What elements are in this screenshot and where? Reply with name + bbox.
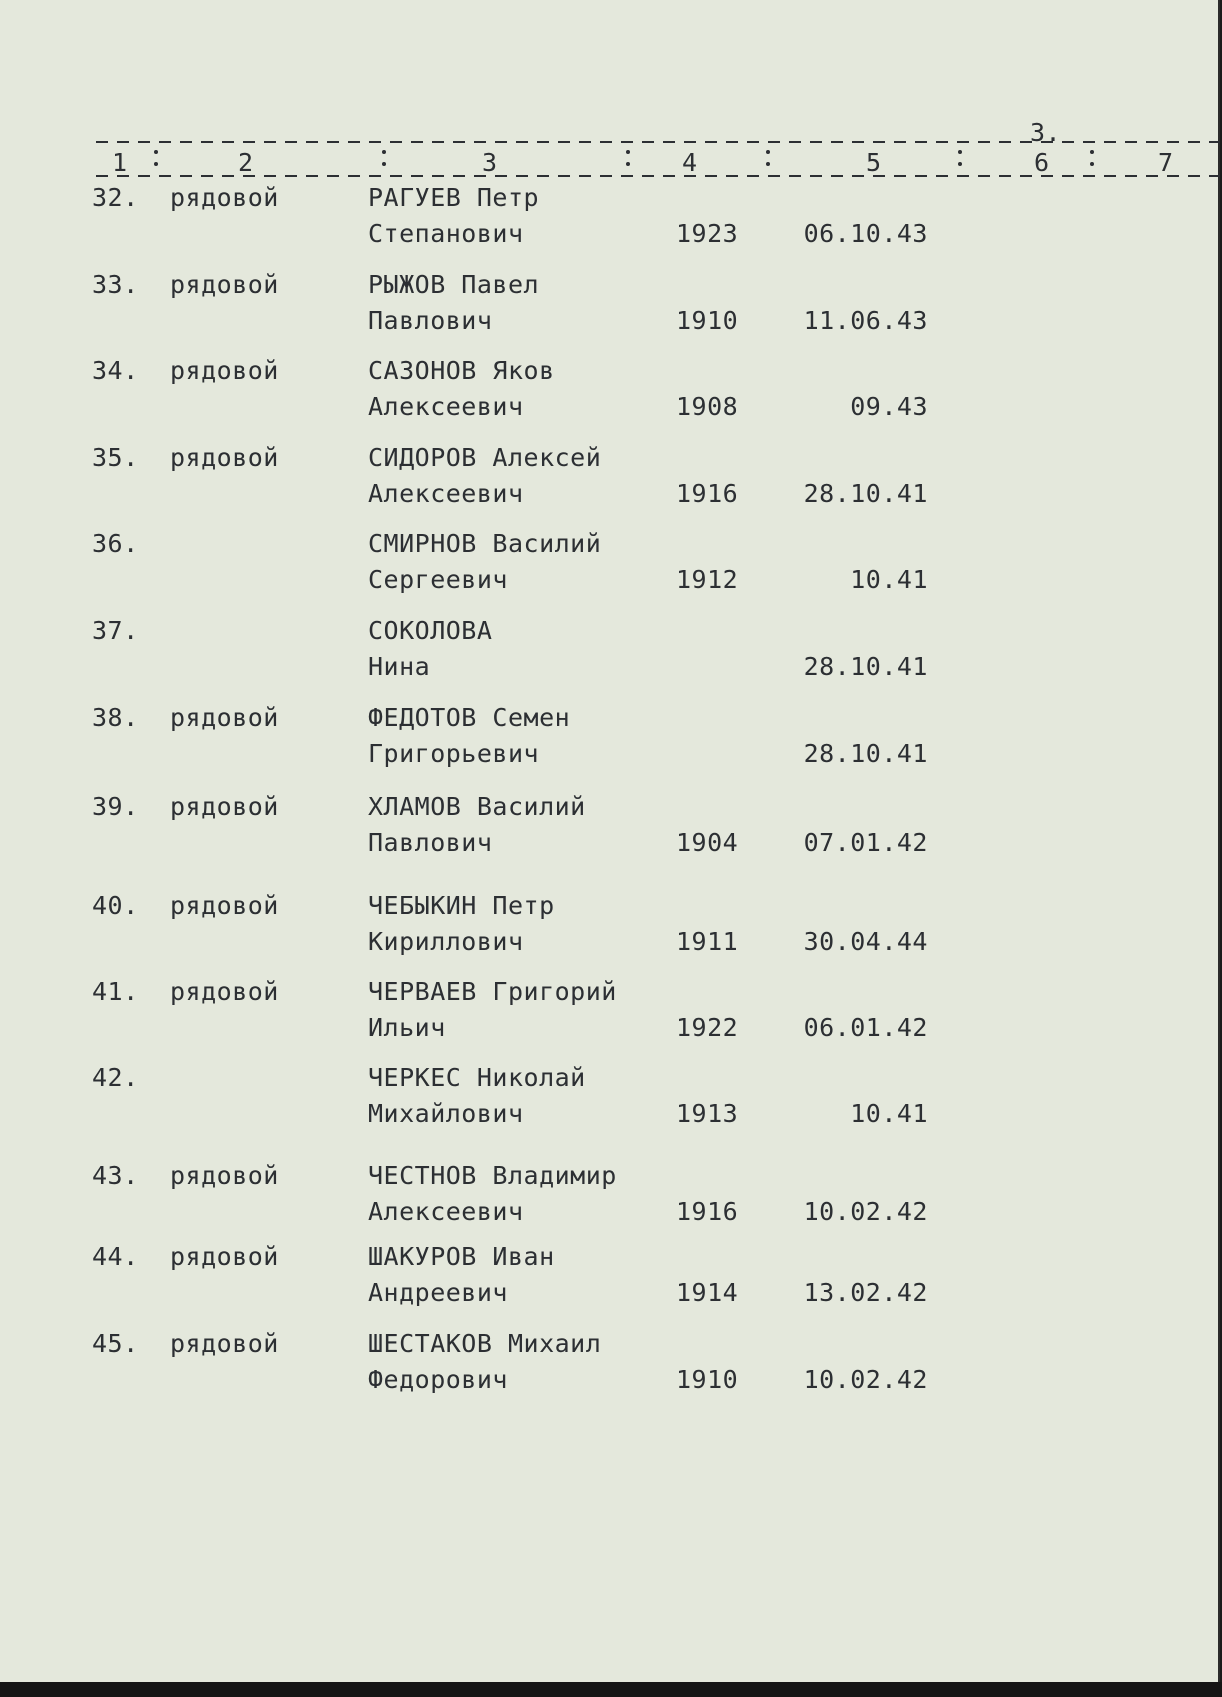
table-row (0, 1063, 1220, 1153)
row-rank: рядовой (170, 183, 279, 212)
row-rank: рядовой (170, 356, 279, 385)
row-number: 36. (92, 529, 139, 558)
row-number: 33. (92, 270, 139, 299)
row-date: 06.01.42 (803, 1013, 928, 1042)
row-patronymic: Алексеевич (368, 479, 524, 508)
row-number: 37. (92, 616, 139, 645)
row-surname: ЧЕРВАЕВ Григорий (368, 977, 617, 1006)
table-row (0, 529, 1220, 619)
row-birth-year: 1916 (676, 479, 739, 508)
row-patronymic: Павлович (368, 306, 493, 335)
row-date: 10.02.42 (803, 1197, 928, 1226)
page-number: 3. (1030, 118, 1062, 147)
row-surname: РАГУЕВ Петр (368, 183, 540, 212)
table-row (0, 270, 1220, 360)
row-rank: рядовой (170, 1242, 279, 1271)
row-patronymic: Павлович (368, 828, 493, 857)
row-surname: СОКОЛОВА (368, 616, 493, 645)
row-number: 44. (92, 1242, 139, 1271)
row-date: 10.41 (850, 565, 928, 594)
row-surname: ЧЕСТНОВ Владимир (368, 1161, 617, 1190)
row-number: 39. (92, 792, 139, 821)
table-row (0, 1329, 1220, 1419)
row-rank: рядовой (170, 443, 279, 472)
row-date: 30.04.44 (803, 927, 928, 956)
row-rank: рядовой (170, 792, 279, 821)
row-patronymic: Андреевич (368, 1278, 508, 1307)
row-birth-year: 1922 (676, 1013, 739, 1042)
row-rank: рядовой (170, 703, 279, 732)
row-number: 34. (92, 356, 139, 385)
column-header-1: 1 (112, 148, 128, 177)
table-row (0, 703, 1220, 793)
row-patronymic: Алексеевич (368, 392, 524, 421)
row-number: 35. (92, 443, 139, 472)
column-header-4: 4 (682, 148, 698, 177)
row-birth-year: 1910 (676, 306, 739, 335)
row-birth-year: 1916 (676, 1197, 739, 1226)
row-birth-year: 1913 (676, 1099, 739, 1128)
row-number: 40. (92, 891, 139, 920)
table-row (0, 977, 1220, 1067)
row-birth-year: 1908 (676, 392, 739, 421)
row-rank: рядовой (170, 1329, 279, 1358)
table-row (0, 183, 1220, 273)
row-surname: САЗОНОВ Яков (368, 356, 555, 385)
row-date: 07.01.42 (803, 828, 928, 857)
column-header-2: 2 (238, 148, 254, 177)
row-patronymic: Михайлович (368, 1099, 524, 1128)
row-date: 13.02.42 (803, 1278, 928, 1307)
row-number: 32. (92, 183, 139, 212)
row-patronymic: Федорович (368, 1365, 508, 1394)
row-surname: СИДОРОВ Алексей (368, 443, 602, 472)
row-patronymic: Сергеевич (368, 565, 508, 594)
row-birth-year: 1912 (676, 565, 739, 594)
table-row (0, 356, 1220, 446)
row-date: 28.10.41 (803, 652, 928, 681)
row-date: 09.43 (850, 392, 928, 421)
row-surname: ЧЕБЫКИН Петр (368, 891, 555, 920)
row-number: 45. (92, 1329, 139, 1358)
row-patronymic: Кириллович (368, 927, 524, 956)
row-birth-year: 1923 (676, 219, 739, 248)
row-date: 28.10.41 (803, 739, 928, 768)
row-surname: ЧЕРКЕС Николай (368, 1063, 586, 1092)
row-surname: ХЛАМОВ Василий (368, 792, 586, 821)
row-rank: рядовой (170, 891, 279, 920)
row-surname: СМИРНОВ Василий (368, 529, 602, 558)
column-header-7: 7 (1158, 148, 1174, 177)
scan-bottom-edge (0, 1682, 1222, 1697)
table-row (0, 443, 1220, 533)
row-number: 38. (92, 703, 139, 732)
row-number: 41. (92, 977, 139, 1006)
row-date: 10.41 (850, 1099, 928, 1128)
row-number: 43. (92, 1161, 139, 1190)
row-patronymic: Ильич (368, 1013, 446, 1042)
row-date: 10.02.42 (803, 1365, 928, 1394)
row-surname: ФЕДОТОВ Семен (368, 703, 571, 732)
column-header-5: 5 (866, 148, 882, 177)
row-surname: ШЕСТАКОВ Михаил (368, 1329, 602, 1358)
row-surname: ШАКУРОВ Иван (368, 1242, 555, 1271)
row-patronymic: Нина (368, 652, 431, 681)
row-patronymic: Алексеевич (368, 1197, 524, 1226)
row-date: 11.06.43 (803, 306, 928, 335)
row-patronymic: Григорьевич (368, 739, 540, 768)
row-rank: рядовой (170, 270, 279, 299)
row-rank: рядовой (170, 977, 279, 1006)
row-birth-year: 1914 (676, 1278, 739, 1307)
row-date: 06.10.43 (803, 219, 928, 248)
row-surname: РЫЖОВ Павел (368, 270, 540, 299)
row-rank: рядовой (170, 1161, 279, 1190)
table-row (0, 616, 1220, 706)
column-header-3: 3 (482, 148, 498, 177)
row-date: 28.10.41 (803, 479, 928, 508)
row-patronymic: Степанович (368, 219, 524, 248)
table-row (0, 792, 1220, 882)
row-number: 42. (92, 1063, 139, 1092)
table-row (0, 891, 1220, 981)
column-header-6: 6 (1034, 148, 1050, 177)
table-row (0, 1161, 1220, 1251)
table-row (0, 1242, 1220, 1332)
row-birth-year: 1910 (676, 1365, 739, 1394)
row-birth-year: 1904 (676, 828, 739, 857)
row-birth-year: 1911 (676, 927, 739, 956)
